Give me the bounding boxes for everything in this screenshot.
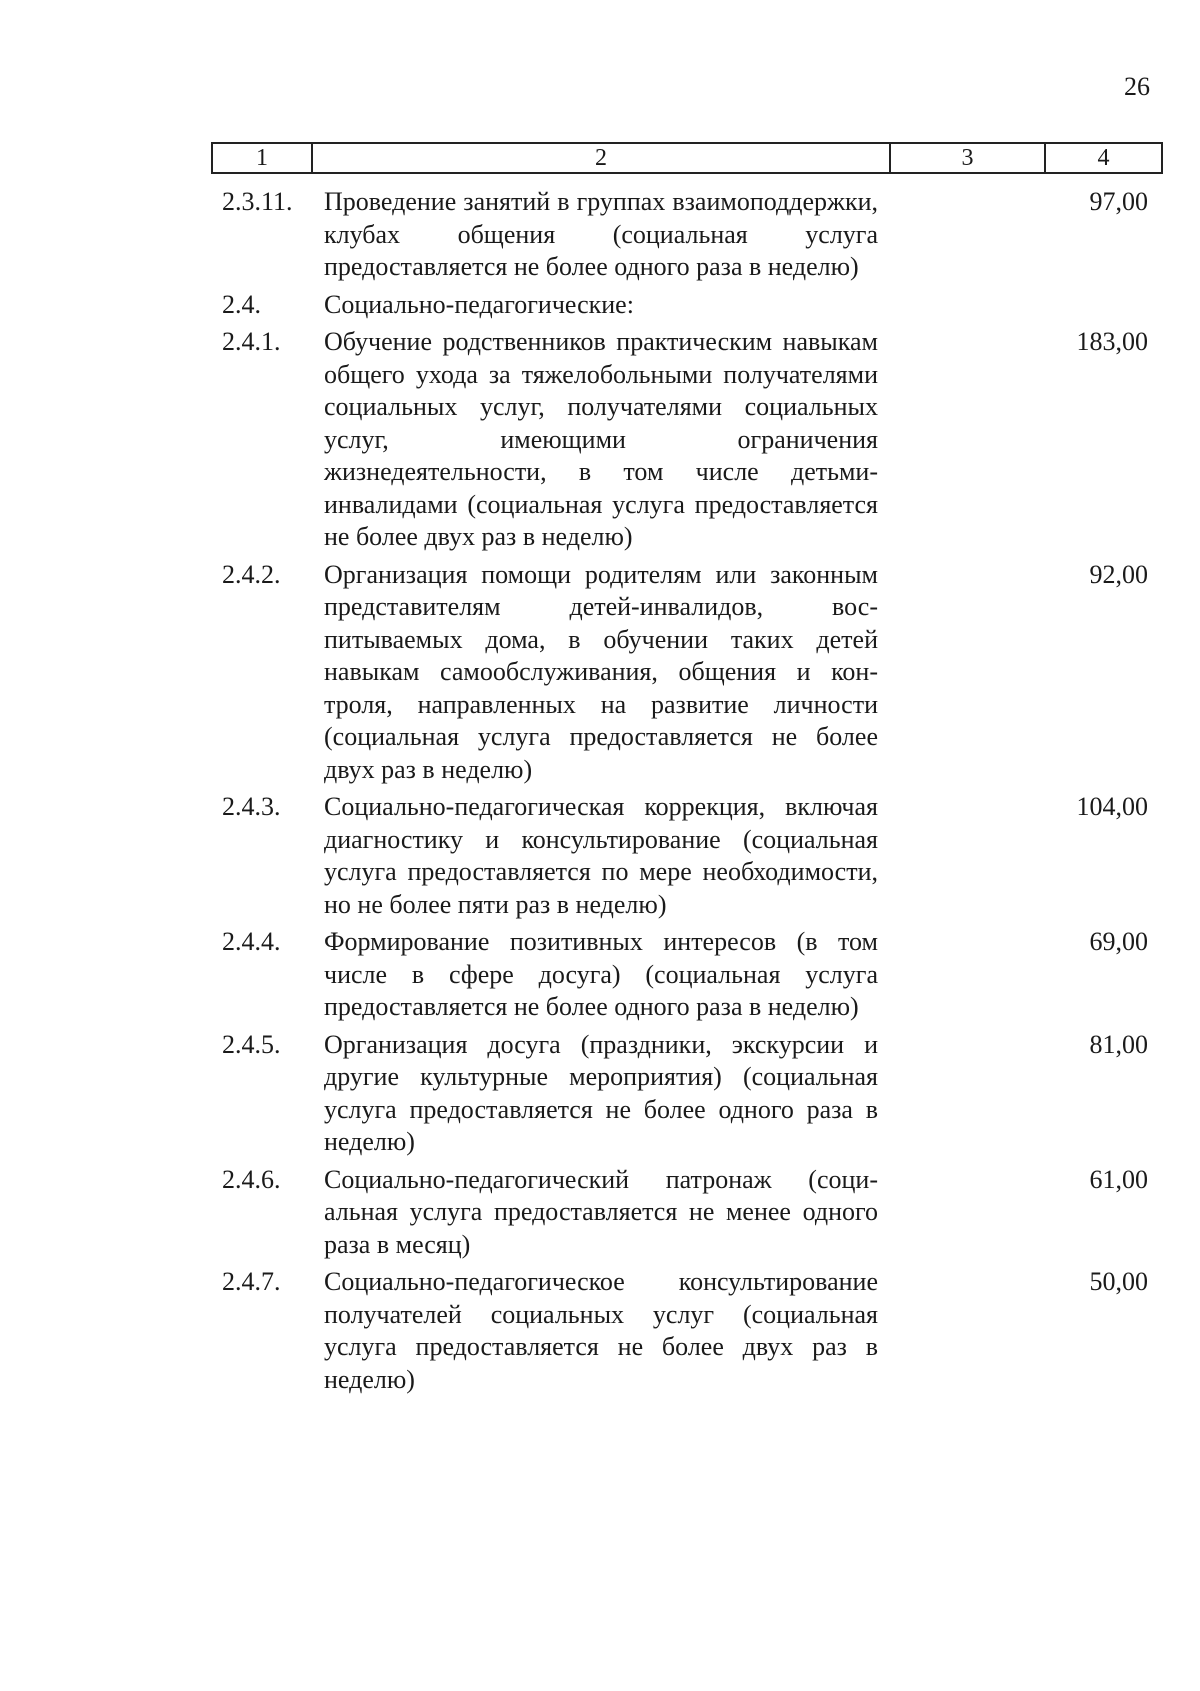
row-price: 92,00 bbox=[1089, 559, 1148, 589]
row-price: 104,00 bbox=[1076, 792, 1148, 821]
row-number: 2.4.1. bbox=[222, 327, 281, 356]
row-number: 2.4.5. bbox=[222, 1029, 281, 1059]
table-row bbox=[0, 926, 1200, 1024]
row-number: 2.4.4. bbox=[222, 927, 281, 956]
table-row bbox=[0, 289, 1200, 322]
header-col-3: 3 bbox=[891, 144, 1046, 172]
row-price: 81,00 bbox=[1089, 1029, 1148, 1059]
row-description: Социально-педагогическая коррекция, включая диагностику и консультирование (социальная услуга предоставляется по мере необходимости, но не более пяти раз в неделю) bbox=[324, 792, 878, 919]
header-col-1: 1 bbox=[213, 144, 313, 172]
row-number: 2.4.3. bbox=[222, 792, 281, 821]
table-row bbox=[0, 1029, 1200, 1159]
row-description: Обучение родственников практическим навыкам общего ухода за тяжелобольными получателями социальных услуг, получателями социальных услуг, имеющими ограничения жизнедеятельности, в том числе детьми-инвалидами (социальная услуга предоставляется не более двух раз в неделю) bbox=[324, 327, 878, 551]
header-col-4: 4 bbox=[1097, 144, 1110, 171]
row-description: Социально-педагогический патронаж (социальная услуга предоставляется не менее одного раза в месяц) bbox=[324, 1164, 878, 1259]
row-description: Социально-педагогические: bbox=[324, 289, 634, 319]
row-description: Организация помощи родителям или законным представителям детей-инвалидов, воспитываемых дома, в обучении таких детей навыкам самообслуживания, общения и контроля, направленных на развитие личности (социальная услуга предоставляется не более двух раз в неделю) bbox=[324, 559, 878, 784]
row-price: 183,00 bbox=[1076, 327, 1148, 356]
row-price: 50,00 bbox=[1089, 1267, 1148, 1296]
row-price: 61,00 bbox=[1089, 1164, 1148, 1194]
header-col-2: 2 bbox=[313, 144, 891, 172]
row-price: 97,00 bbox=[1089, 187, 1148, 216]
row-number: 2.3.11. bbox=[222, 187, 293, 216]
row-number: 2.4.6. bbox=[222, 1164, 281, 1194]
service-list bbox=[0, 186, 1200, 1401]
row-price: 69,00 bbox=[1089, 927, 1148, 956]
row-number: 2.4.2. bbox=[222, 559, 281, 589]
row-description: Формирование позитивных интересов (в том числе в сфере досуга) (социальная услуга предоставляется не более одного раза в неделю) bbox=[324, 927, 878, 1021]
row-number: 2.4.7. bbox=[222, 1267, 281, 1296]
table-row bbox=[0, 791, 1200, 921]
table-row bbox=[0, 186, 1200, 284]
row-description: Проведение занятий в группах взаимоподдержки, клубах общения (социальная услуга предоставляется не более одного раза в неделю) bbox=[324, 187, 878, 281]
row-number: 2.4. bbox=[222, 289, 261, 319]
page-number: 26 bbox=[1124, 72, 1150, 101]
row-description: Социально-педагогическое консультирование получателей социальных услуг (социальная услуга предоставляется не более двух раз в неделю) bbox=[324, 1267, 878, 1394]
table-row bbox=[0, 1266, 1200, 1396]
table-row bbox=[0, 1164, 1200, 1262]
table-row bbox=[0, 326, 1200, 554]
table-row bbox=[0, 559, 1200, 787]
table-header bbox=[211, 142, 1163, 174]
row-description: Организация досуга (праздники, экскурсии и другие культурные мероприятия) (социальная услуга предоставляется не более одного раза в неделю) bbox=[324, 1029, 878, 1156]
